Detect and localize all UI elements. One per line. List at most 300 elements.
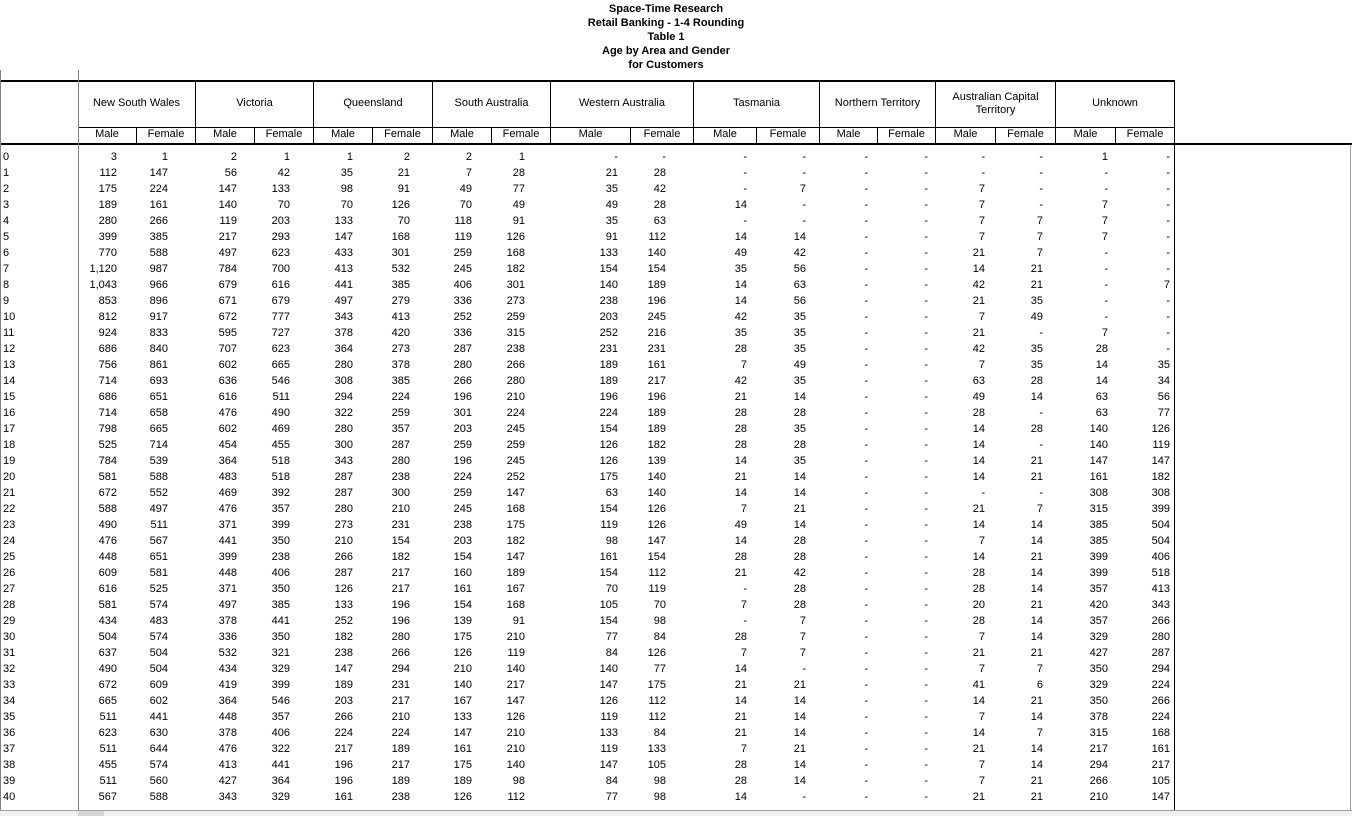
- value-cell: 602: [218, 359, 237, 371]
- value-cell: -: [864, 743, 868, 755]
- value-cell: 140: [506, 663, 525, 675]
- table-row-age-26: [0, 565, 1175, 581]
- group-header-label: New South Wales: [92, 97, 181, 109]
- value-cell: -: [1166, 295, 1170, 307]
- value-cell: 217: [391, 759, 410, 771]
- value-cell: 196: [453, 455, 472, 467]
- value-cell: 420: [1089, 599, 1108, 611]
- age-cell: 16: [3, 407, 16, 419]
- value-cell: 35: [605, 215, 618, 227]
- value-cell: 70: [605, 583, 618, 595]
- value-cell: 21: [397, 167, 410, 179]
- value-cell: 14: [1030, 519, 1043, 531]
- value-cell: 1: [161, 151, 168, 163]
- value-cell: 126: [506, 231, 525, 243]
- value-cell: -: [1039, 167, 1043, 179]
- value-cell: 14: [793, 759, 806, 771]
- value-cell: 147: [1151, 455, 1170, 467]
- col-header-new-south-wales-female: Female: [137, 127, 196, 143]
- value-cell: 266: [453, 375, 472, 387]
- value-cell: -: [924, 535, 928, 547]
- value-cell: 210: [506, 727, 525, 739]
- value-cell: -: [924, 215, 928, 227]
- value-cell: 21: [1030, 455, 1043, 467]
- value-cell: 28: [1030, 423, 1043, 435]
- age-cell: 7: [3, 263, 10, 275]
- value-cell: 2: [230, 151, 237, 163]
- value-cell: 217: [391, 695, 410, 707]
- value-cell: 567: [98, 791, 117, 803]
- value-cell: 49: [1030, 311, 1043, 323]
- value-cell: -: [924, 343, 928, 355]
- value-cell: 364: [218, 695, 237, 707]
- age-cell: 3: [3, 199, 10, 211]
- value-cell: 280: [1151, 631, 1170, 643]
- value-cell: 14: [734, 455, 747, 467]
- value-cell: 630: [149, 727, 168, 739]
- value-cell: -: [864, 295, 868, 307]
- value-cell: 636: [218, 375, 237, 387]
- value-cell: 35: [1030, 343, 1043, 355]
- value-cell: 266: [1089, 775, 1108, 787]
- value-cell: 126: [599, 695, 618, 707]
- value-cell: 49: [605, 199, 618, 211]
- table-row-age-15: [0, 389, 1175, 405]
- age-cell: 39: [3, 775, 16, 787]
- value-cell: 7: [799, 631, 806, 643]
- value-cell: 14: [972, 455, 985, 467]
- value-cell: 609: [149, 679, 168, 691]
- value-cell: -: [864, 567, 868, 579]
- value-cell: 14: [972, 727, 985, 739]
- value-cell: 322: [334, 407, 353, 419]
- value-cell: -: [924, 711, 928, 723]
- value-cell: 14: [972, 439, 985, 451]
- value-cell: 924: [98, 327, 117, 339]
- value-cell: 273: [334, 519, 353, 531]
- value-cell: 357: [271, 711, 290, 723]
- value-cell: 14: [793, 695, 806, 707]
- value-cell: 28: [793, 439, 806, 451]
- value-cell: 84: [653, 727, 666, 739]
- value-cell: 357: [1089, 615, 1108, 627]
- value-cell: 300: [391, 487, 410, 499]
- value-cell: 399: [271, 679, 290, 691]
- horizontal-scrollbar-thumb[interactable]: [78, 811, 104, 816]
- value-cell: 546: [271, 375, 290, 387]
- value-cell: 784: [218, 263, 237, 275]
- table-row-age-38: [0, 757, 1175, 773]
- value-cell: 378: [218, 727, 237, 739]
- value-cell: 343: [334, 311, 353, 323]
- value-cell: 245: [453, 503, 472, 515]
- value-cell: -: [802, 791, 806, 803]
- value-cell: 616: [218, 391, 237, 403]
- table-row-age-21: [0, 485, 1175, 501]
- value-cell: 126: [1151, 423, 1170, 435]
- value-cell: -: [1039, 487, 1043, 499]
- value-cell: -: [924, 583, 928, 595]
- value-cell: 238: [599, 295, 618, 307]
- value-cell: 154: [647, 263, 666, 275]
- value-cell: 189: [98, 199, 117, 211]
- value-cell: 154: [453, 551, 472, 563]
- value-cell: 350: [271, 631, 290, 643]
- age-cell: 24: [3, 535, 16, 547]
- page-boundary-right: [1350, 145, 1351, 810]
- value-cell: 147: [149, 167, 168, 179]
- value-cell: 161: [1151, 743, 1170, 755]
- value-cell: 7: [978, 535, 985, 547]
- value-cell: 189: [391, 743, 410, 755]
- value-cell: 224: [391, 391, 410, 403]
- value-cell: 41: [972, 679, 985, 691]
- value-cell: 966: [149, 279, 168, 291]
- value-cell: 7: [799, 615, 806, 627]
- value-cell: 665: [98, 695, 117, 707]
- value-cell: -: [1166, 327, 1170, 339]
- value-cell: 56: [224, 167, 237, 179]
- value-cell: 651: [149, 551, 168, 563]
- value-cell: 490: [98, 519, 117, 531]
- value-cell: 14: [1030, 759, 1043, 771]
- value-cell: 21: [1030, 775, 1043, 787]
- value-cell: 14: [793, 727, 806, 739]
- age-cell: 15: [3, 391, 16, 403]
- value-cell: 245: [647, 311, 666, 323]
- value-cell: 259: [506, 439, 525, 451]
- value-cell: 623: [98, 727, 117, 739]
- value-cell: 616: [98, 583, 117, 595]
- value-cell: 245: [506, 423, 525, 435]
- age-cell: 32: [3, 663, 16, 675]
- value-cell: -: [924, 423, 928, 435]
- value-cell: 35: [793, 327, 806, 339]
- value-cell: 20: [972, 599, 985, 611]
- table-row-age-32: [0, 661, 1175, 677]
- value-cell: -: [924, 391, 928, 403]
- age-cell: 13: [3, 359, 16, 371]
- value-cell: 552: [149, 487, 168, 499]
- age-cell: 37: [3, 743, 16, 755]
- value-cell: 14: [1095, 359, 1108, 371]
- value-cell: 231: [391, 679, 410, 691]
- value-cell: -: [924, 327, 928, 339]
- value-cell: 42: [793, 247, 806, 259]
- value-cell: 266: [1151, 615, 1170, 627]
- table-row-age-18: [0, 437, 1175, 453]
- age-cell: 28: [3, 599, 16, 611]
- value-cell: 14: [972, 519, 985, 531]
- value-cell: 7: [740, 359, 747, 371]
- age-cell: 23: [3, 519, 16, 531]
- value-cell: 252: [334, 615, 353, 627]
- value-cell: -: [1104, 167, 1108, 179]
- value-cell: 28: [972, 407, 985, 419]
- value-cell: 518: [271, 471, 290, 483]
- value-cell: 385: [1089, 535, 1108, 547]
- group-header-label: South Australia: [454, 97, 529, 109]
- value-cell: 476: [98, 535, 117, 547]
- value-cell: 168: [506, 599, 525, 611]
- value-cell: 217: [506, 679, 525, 691]
- value-cell: -: [924, 759, 928, 771]
- age-cell: 10: [3, 311, 16, 323]
- age-cell: 35: [3, 711, 16, 723]
- value-cell: -: [1104, 247, 1108, 259]
- value-cell: 609: [98, 567, 117, 579]
- value-cell: 280: [98, 215, 117, 227]
- value-cell: 84: [605, 775, 618, 787]
- value-cell: 231: [599, 343, 618, 355]
- value-cell: 343: [1151, 599, 1170, 611]
- value-cell: 308: [334, 375, 353, 387]
- value-cell: 287: [334, 471, 353, 483]
- value-cell: 7: [1036, 231, 1043, 243]
- value-cell: 161: [599, 551, 618, 563]
- value-cell: 140: [1089, 439, 1108, 451]
- value-cell: 7: [978, 759, 985, 771]
- value-cell: 119: [1152, 439, 1170, 451]
- value-cell: 112: [648, 567, 666, 579]
- value-cell: -: [864, 551, 868, 563]
- group-header-south-australia: [433, 80, 551, 127]
- value-cell: 714: [98, 407, 117, 419]
- value-cell: 294: [1089, 759, 1108, 771]
- value-cell: 126: [599, 455, 618, 467]
- value-cell: 497: [334, 295, 353, 307]
- value-cell: -: [864, 375, 868, 387]
- value-cell: 154: [453, 599, 472, 611]
- value-cell: 112: [99, 167, 117, 179]
- value-cell: 259: [453, 439, 472, 451]
- value-cell: 518: [1151, 567, 1170, 579]
- value-cell: 119: [600, 519, 618, 531]
- value-cell: 7: [465, 167, 472, 179]
- value-cell: 21: [734, 711, 747, 723]
- value-cell: 42: [972, 343, 985, 355]
- value-cell: 154: [391, 535, 410, 547]
- table-border-header-top: [0, 80, 1175, 82]
- value-cell: -: [924, 471, 928, 483]
- value-cell: -: [924, 311, 928, 323]
- value-cell: 315: [1089, 503, 1108, 515]
- value-cell: 784: [98, 455, 117, 467]
- value-cell: 35: [793, 423, 806, 435]
- value-cell: 105: [1151, 775, 1170, 787]
- value-cell: 350: [1089, 663, 1108, 675]
- age-cell: 4: [3, 215, 10, 227]
- value-cell: 399: [271, 519, 290, 531]
- value-cell: 49: [459, 183, 472, 195]
- value-cell: 210: [391, 711, 410, 723]
- value-cell: 189: [647, 423, 666, 435]
- value-cell: 574: [149, 599, 168, 611]
- value-cell: 147: [218, 183, 237, 195]
- value-cell: 350: [271, 535, 290, 547]
- value-cell: 385: [391, 375, 410, 387]
- table-row-age-4: [0, 213, 1175, 229]
- value-cell: 539: [149, 455, 168, 467]
- value-cell: 56: [793, 263, 806, 275]
- value-cell: 139: [453, 615, 472, 627]
- value-cell: -: [662, 151, 666, 163]
- value-cell: 798: [98, 423, 117, 435]
- table-body: [0, 149, 1175, 805]
- value-cell: 14: [793, 391, 806, 403]
- value-cell: 672: [98, 487, 117, 499]
- value-cell: 28: [972, 615, 985, 627]
- age-cell: 9: [3, 295, 10, 307]
- value-cell: 35: [1030, 359, 1043, 371]
- value-cell: 679: [271, 295, 290, 307]
- value-cell: 70: [340, 199, 353, 211]
- value-cell: 63: [605, 487, 618, 499]
- value-cell: -: [743, 183, 747, 195]
- col-header-south-australia-female: Female: [492, 127, 551, 143]
- value-cell: 7: [978, 199, 985, 211]
- value-cell: -: [864, 519, 868, 531]
- value-cell: -: [924, 727, 928, 739]
- value-cell: 259: [453, 487, 472, 499]
- value-cell: 161: [453, 743, 472, 755]
- value-cell: 245: [506, 455, 525, 467]
- col-header-tasmania-female: Female: [757, 127, 820, 143]
- value-cell: -: [924, 631, 928, 643]
- group-header-label: Victoria: [236, 97, 273, 109]
- value-cell: 182: [334, 631, 353, 643]
- value-cell: 385: [271, 599, 290, 611]
- value-cell: 224: [391, 727, 410, 739]
- value-cell: 42: [277, 167, 290, 179]
- table-row-age-40: [0, 789, 1175, 805]
- value-cell: 63: [793, 279, 806, 291]
- value-cell: 28: [1095, 343, 1108, 355]
- value-cell: 189: [453, 775, 472, 787]
- value-cell: 476: [218, 503, 237, 515]
- value-cell: 126: [453, 647, 472, 659]
- value-cell: 378: [218, 615, 237, 627]
- value-cell: 210: [506, 743, 525, 755]
- value-cell: 189: [647, 279, 666, 291]
- value-cell: 154: [599, 567, 618, 579]
- value-cell: 161: [334, 791, 353, 803]
- value-cell: 196: [391, 615, 410, 627]
- value-cell: 7: [740, 647, 747, 659]
- gender-subheader-row: [78, 127, 1175, 143]
- age-cell: 31: [3, 647, 16, 659]
- value-cell: -: [864, 695, 868, 707]
- value-cell: -: [864, 215, 868, 227]
- value-cell: -: [1166, 263, 1170, 275]
- value-cell: 14: [734, 279, 747, 291]
- value-cell: 49: [734, 247, 747, 259]
- value-cell: 14: [972, 471, 985, 483]
- value-cell: 216: [647, 327, 666, 339]
- value-cell: -: [924, 567, 928, 579]
- area-groups-header-row: [78, 80, 1175, 127]
- value-cell: 2: [465, 151, 472, 163]
- age-cell: 27: [3, 583, 16, 595]
- value-cell: 671: [218, 295, 237, 307]
- value-cell: 378: [334, 327, 353, 339]
- value-cell: 77: [1157, 407, 1170, 419]
- value-cell: 427: [1089, 647, 1108, 659]
- value-cell: 91: [397, 183, 410, 195]
- value-cell: -: [864, 759, 868, 771]
- col-header-victoria-female: Female: [255, 127, 314, 143]
- value-cell: -: [924, 247, 928, 259]
- value-cell: 224: [1151, 711, 1170, 723]
- value-cell: -: [864, 407, 868, 419]
- value-cell: 70: [397, 215, 410, 227]
- value-cell: 413: [218, 759, 237, 771]
- value-cell: 21: [734, 727, 747, 739]
- age-cell: 22: [3, 503, 16, 515]
- horizontal-scrollbar-track[interactable]: [0, 811, 1352, 816]
- value-cell: 602: [149, 695, 168, 707]
- age-cell: 14: [3, 375, 16, 387]
- value-cell: 42: [793, 567, 806, 579]
- value-cell: 7: [740, 503, 747, 515]
- value-cell: 259: [391, 407, 410, 419]
- value-cell: 7: [799, 647, 806, 659]
- value-cell: 28: [734, 439, 747, 451]
- value-cell: -: [1166, 199, 1170, 211]
- value-cell: 21: [972, 791, 985, 803]
- value-cell: 581: [98, 599, 117, 611]
- value-cell: -: [864, 183, 868, 195]
- value-cell: 1: [283, 151, 290, 163]
- value-cell: 161: [647, 359, 666, 371]
- value-cell: 987: [149, 263, 168, 275]
- value-cell: 77: [605, 791, 618, 803]
- value-cell: 672: [98, 679, 117, 691]
- value-cell: 385: [149, 231, 168, 243]
- value-cell: -: [864, 599, 868, 611]
- value-cell: 196: [334, 759, 353, 771]
- value-cell: 210: [1089, 791, 1108, 803]
- age-cell: 30: [3, 631, 16, 643]
- value-cell: 266: [334, 711, 353, 723]
- value-cell: 476: [218, 743, 237, 755]
- value-cell: 42: [653, 183, 666, 195]
- value-cell: 399: [1089, 551, 1108, 563]
- table-row-age-39: [0, 773, 1175, 789]
- value-cell: 7: [978, 359, 985, 371]
- value-cell: 238: [391, 471, 410, 483]
- value-cell: 413: [334, 263, 353, 275]
- value-cell: 441: [271, 615, 290, 627]
- value-cell: 14: [793, 487, 806, 499]
- value-cell: 126: [334, 583, 353, 595]
- value-cell: 77: [605, 631, 618, 643]
- table-border-right: [1174, 80, 1175, 810]
- value-cell: 189: [647, 407, 666, 419]
- value-cell: 28: [734, 423, 747, 435]
- value-cell: 476: [218, 407, 237, 419]
- value-cell: 119: [454, 231, 472, 243]
- value-cell: 441: [334, 279, 353, 291]
- value-cell: 168: [1151, 727, 1170, 739]
- value-cell: 280: [334, 359, 353, 371]
- value-cell: 196: [391, 599, 410, 611]
- value-cell: 637: [98, 647, 117, 659]
- value-cell: 28: [512, 167, 525, 179]
- value-cell: -: [1166, 311, 1170, 323]
- value-cell: 700: [271, 263, 290, 275]
- value-cell: 588: [98, 503, 117, 515]
